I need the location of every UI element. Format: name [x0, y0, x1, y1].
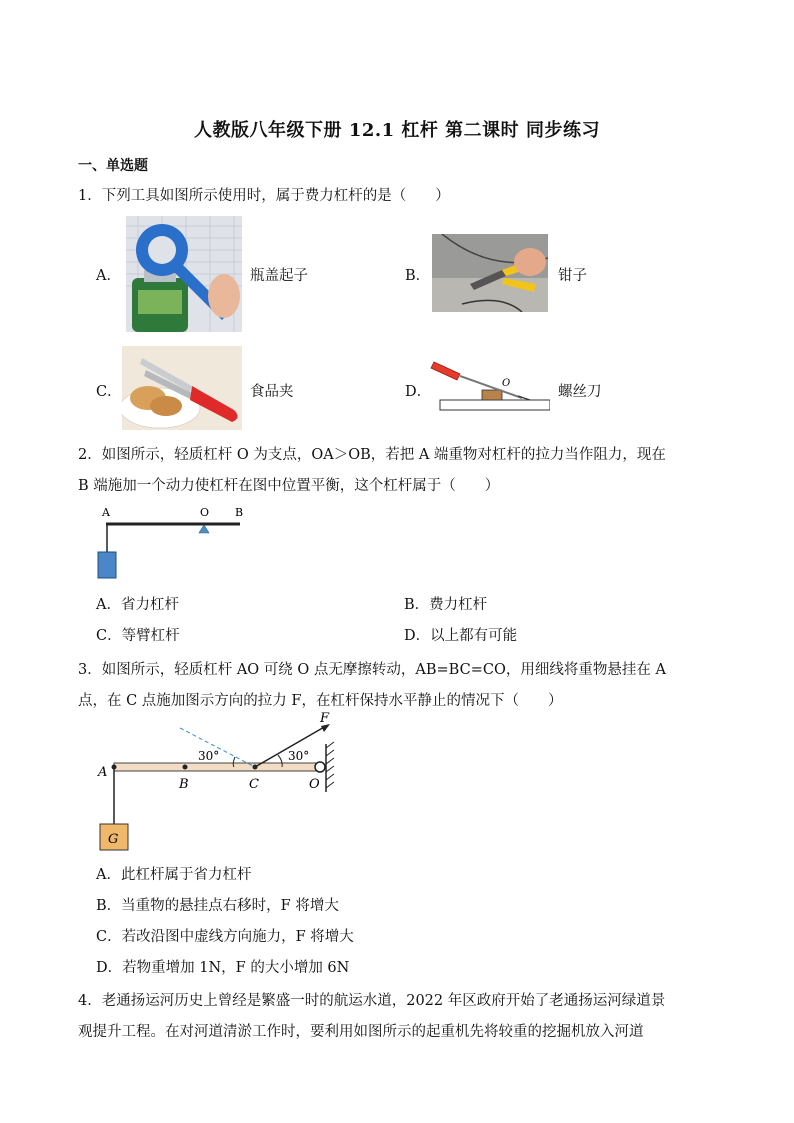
q3-label-o: O: [309, 777, 320, 792]
q3-lever-diagram: [90, 708, 350, 856]
q3-label-f: F: [320, 711, 330, 726]
q1-option-c-letter: C．: [96, 384, 122, 400]
question-3-line-1: 3．如图所示，轻质杠杆 AO 可绕 O 点无摩擦转动，AB=BC=CO，用细线将重物悬挂在 A: [78, 662, 666, 678]
q3-label-b: B: [179, 777, 189, 792]
q1-option-a-label: 瓶盖起子: [250, 268, 308, 284]
q2-label-a: A: [102, 506, 110, 519]
q3-label-a: A: [98, 765, 108, 780]
q1-option-d-label: 螺丝刀: [558, 384, 602, 400]
q2-option-d: D．以上都有可能: [404, 628, 518, 644]
q1-option-b-label: 钳子: [558, 268, 587, 284]
question-2-line-1: 2．如图所示，轻质杠杆 O 为支点，OA＞OB，若把 A 端重物对杠杆的拉力当作阻力，现在: [78, 447, 666, 463]
q2-label-o: O: [200, 506, 210, 519]
q3-option-b: B．当重物的悬挂点右移时，F 将增大: [96, 898, 339, 914]
q3-label-g: G: [108, 832, 119, 847]
q3-option-d: D．若物重增加 1N，F 的大小增加 6N: [96, 960, 350, 976]
q3-option-a: A．此杠杆属于省力杠杆: [96, 867, 252, 883]
page-title: 人教版八年级下册 12.1 杠杆 第二课时 同步练习: [194, 120, 600, 141]
q1-option-a-letter: A．: [96, 268, 121, 284]
q2-lever-diagram: [92, 500, 252, 586]
food-tongs-photo: [122, 346, 242, 430]
pliers-photo: [432, 234, 548, 312]
question-4-line-1: 4．老通扬运河历史上曾经是繁盛一时的航运水道，2022 年区政府开始了老通扬运河绿道景: [78, 993, 666, 1009]
q1-option-b-letter: B．: [405, 268, 431, 284]
q2-option-c: C．等臂杠杆: [96, 628, 180, 644]
question-2-line-2: B 端施加一个动力使杠杆在图中位置平衡，这个杠杆属于（ ）: [78, 478, 500, 494]
question-4-line-2: 观提升工程。在对河道清淤工作时，要利用如图所示的起重机先将较重的挖掘机放入河道: [78, 1024, 644, 1040]
question-1-stem: 1．下列工具如图所示使用时，属于费力杠杆的是（ ）: [78, 188, 450, 204]
q1-option-d-letter: D．: [405, 384, 432, 400]
q3-option-c: C．若改沿图中虚线方向施力，F 将增大: [96, 929, 354, 945]
bottle-opener-photo: [126, 216, 242, 332]
screwdriver-figure: [430, 354, 550, 418]
question-3-line-2: 点，在 C 点施加图示方向的拉力 F，在杠杆保持水平静止的情况下（ ）: [78, 693, 563, 709]
q3-angle-right: 30°: [288, 749, 310, 763]
q1-option-c-label: 食品夹: [250, 384, 294, 400]
q2-option-b: B．费力杠杆: [404, 597, 488, 613]
q3-angle-left: 30°: [198, 749, 220, 763]
fig-d-label-o: O: [502, 378, 511, 389]
q2-option-a: A．省力杠杆: [96, 597, 179, 613]
q2-label-b: B: [235, 506, 244, 519]
q3-label-c: C: [249, 777, 259, 792]
section-heading: 一、单选题: [78, 158, 148, 174]
